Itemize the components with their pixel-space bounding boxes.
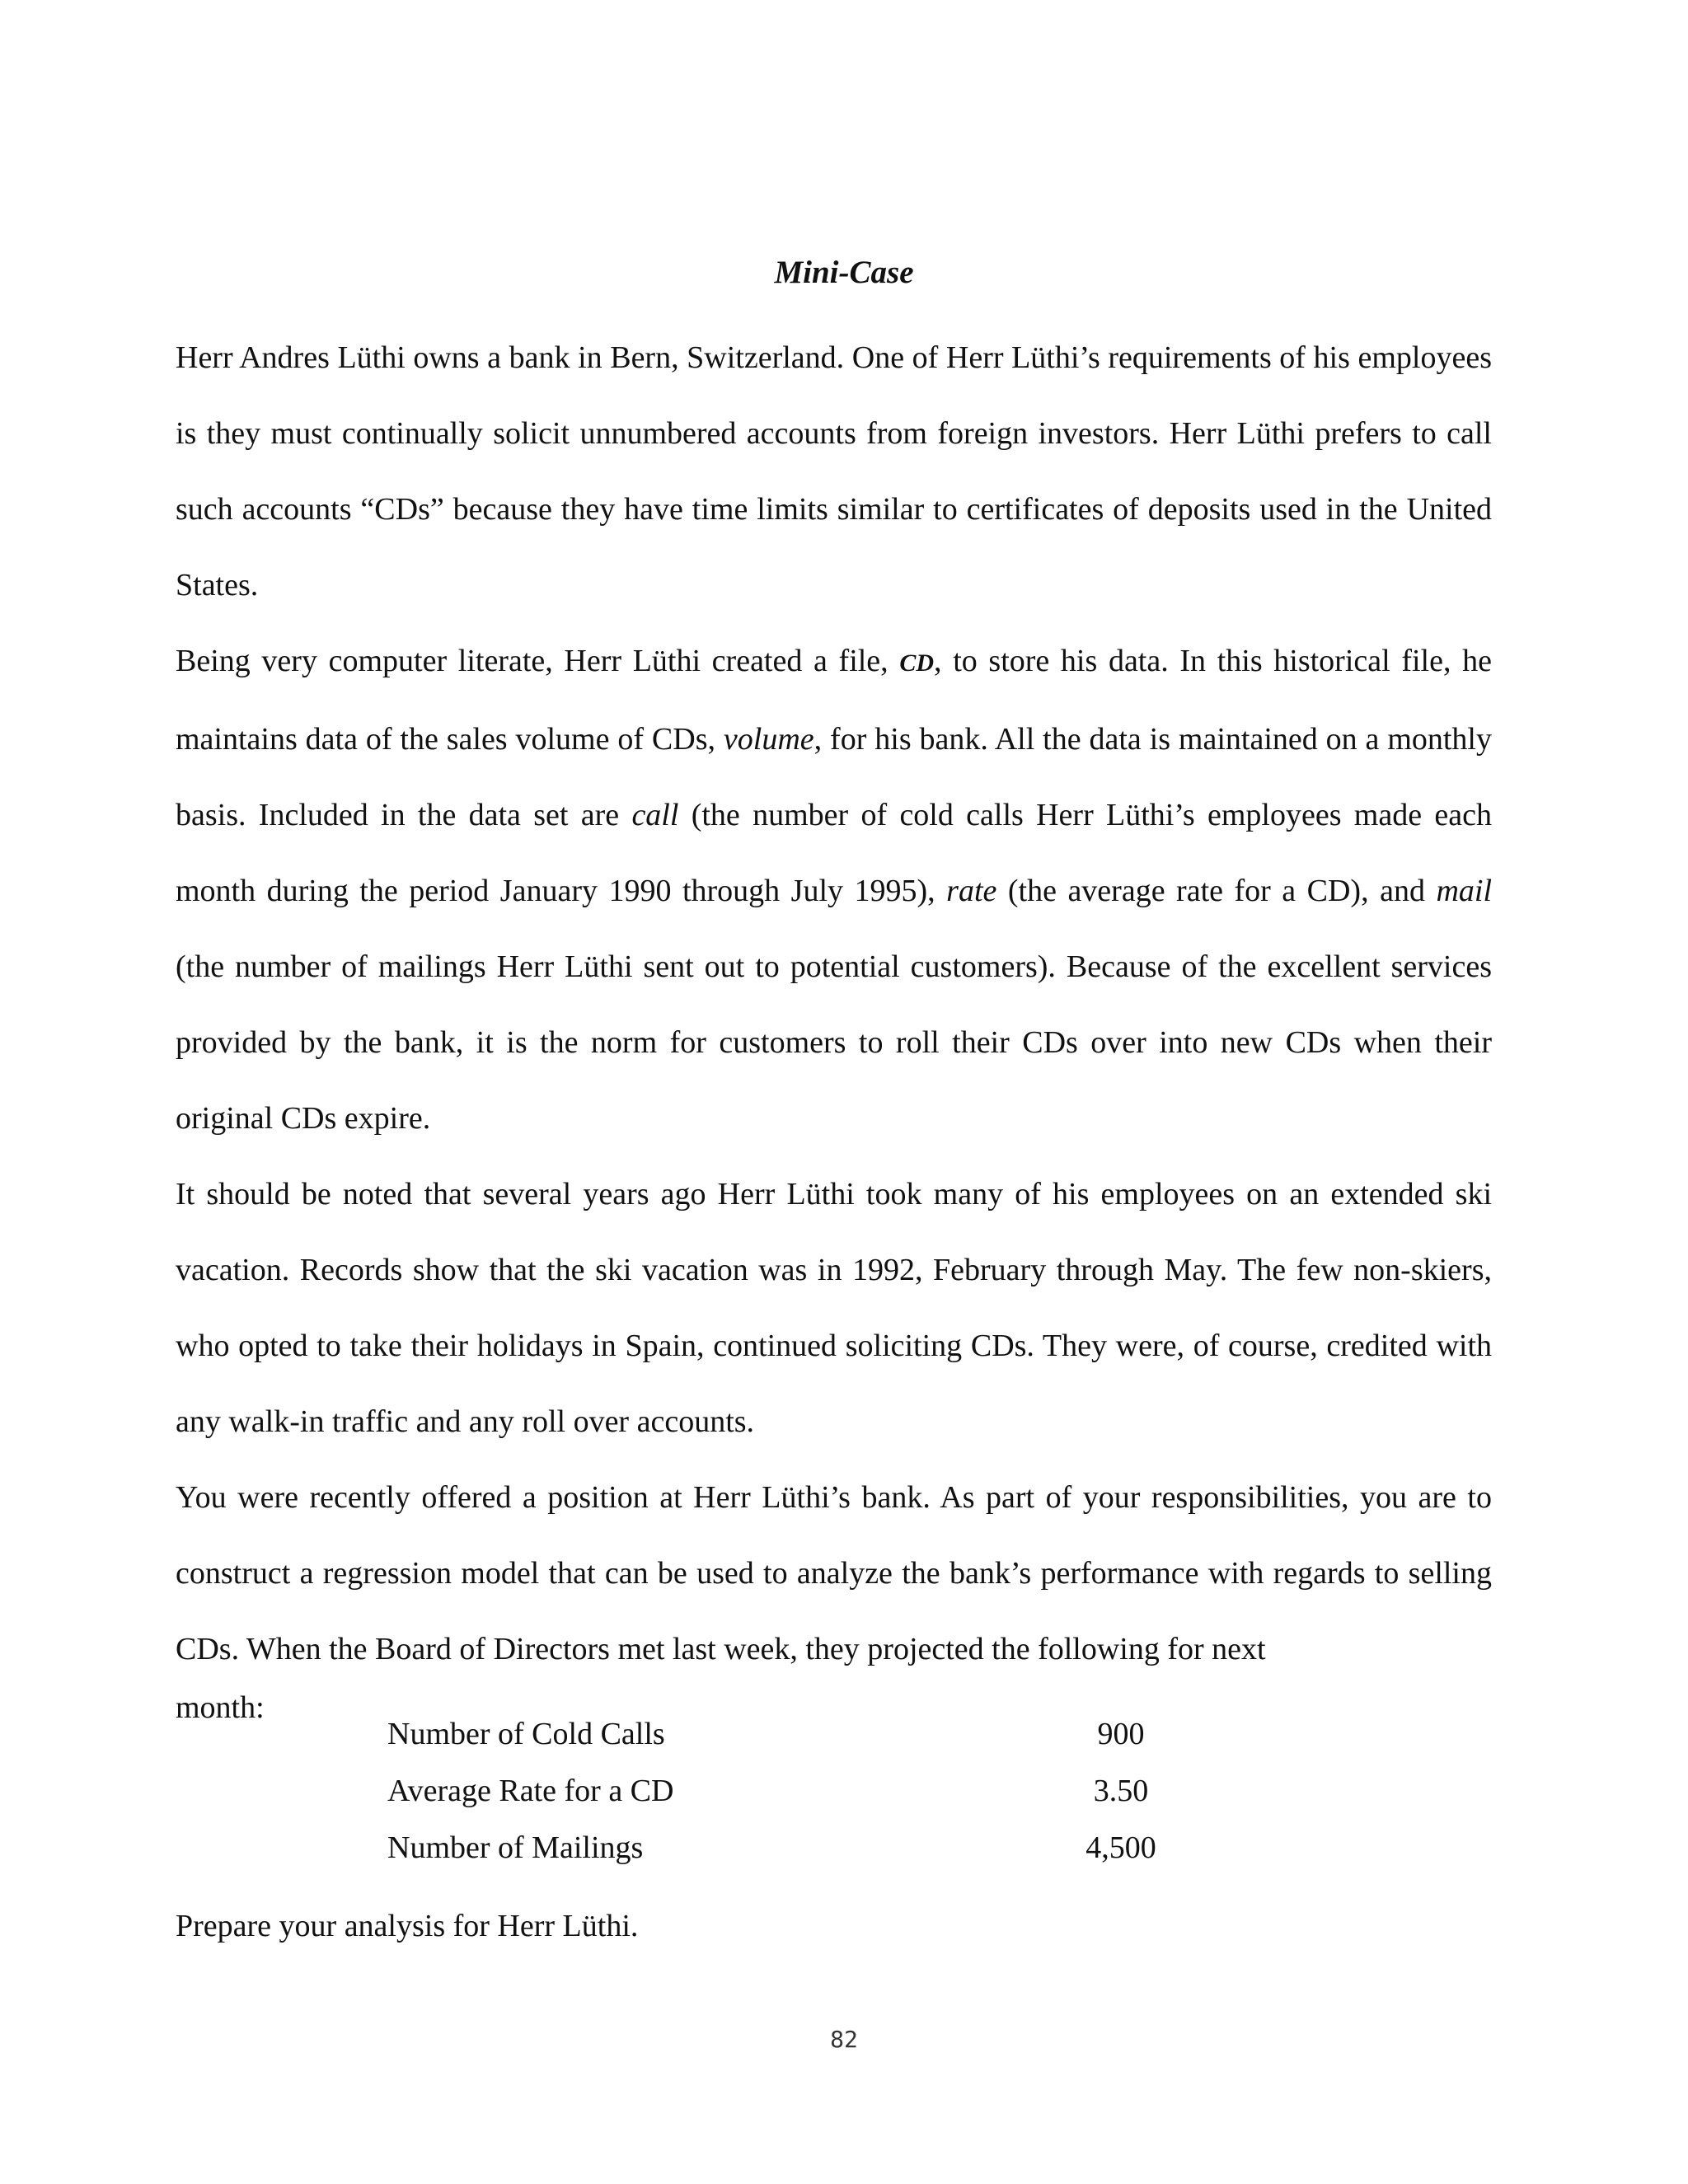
variable-volume: volume: [723, 722, 814, 757]
projection-value: 4,500: [1085, 1830, 1156, 1865]
page-number: 82: [830, 2026, 858, 2053]
paragraph-data-file: [176, 623, 1492, 1156]
paragraph-ski-vacation: It should be noted that several years ago Herr Lüthi took many of his employees on an extended ski vacation. Records show that the ski vacation was in 1992, February through May. The few non-skiers, who opted to take their holidays in Spain, continued soliciting CDs. They were, of course, credited with any walk-in traffic and any roll over accounts.: [176, 1177, 1492, 1439]
paragraph-text: (the number of mailings Herr Lüthi sent out to potential customers). Because of the excellent services provided by the bank, it is the norm for customers to roll their CDs over into new CDs when their original CDs expire.: [176, 949, 1492, 1136]
document-body: [176, 320, 1492, 1687]
paragraph-text: (the number of cold calls Herr Lüthi’s employees made each month during the period January 1990 through July 1995),: [176, 798, 1492, 908]
closing-line: Prepare your analysis for Herr Lüthi.: [176, 1909, 639, 1943]
projection-label: Number of Mailings: [387, 1830, 644, 1865]
variable-mail: mail: [1436, 874, 1493, 908]
paragraph-assignment: You were recently offered a position at Herr Lüthi’s bank. As part of your responsibilities, you are to construct a regression model that can be used to analyze the bank’s performance with regards to selling CDs. When the Board of Directors met last week, they projected the following for next: [176, 1480, 1492, 1666]
projection-label: Average Rate for a CD: [387, 1774, 674, 1808]
document-title: Mini-Case: [774, 255, 914, 290]
paragraph-text: Being very computer literate, Herr Lüthi created a file,: [176, 644, 900, 678]
projection-label: Number of Cold Calls: [387, 1717, 665, 1751]
projection-row: [387, 1820, 1212, 1877]
paragraph-text: (the average rate for a CD), and: [996, 874, 1437, 908]
projection-value: 3.50: [1093, 1774, 1149, 1808]
paragraph-text: , to store his data. In this historical file, he maintains data of the sales volume of CDs,: [176, 644, 1492, 757]
projections-table: [387, 1706, 1212, 1877]
projection-value: 900: [1097, 1717, 1145, 1751]
variable-rate: rate: [946, 874, 997, 908]
file-name: CD: [899, 649, 935, 677]
paragraph-text: , for his bank. All the data is maintained on a monthly basis. Included in the data set are: [176, 722, 1492, 832]
projection-row: [387, 1706, 1212, 1763]
month-label: month:: [176, 1690, 265, 1725]
projection-row: [387, 1763, 1212, 1820]
variable-call: call: [631, 798, 679, 832]
paragraph-intro: Herr Andres Lüthi owns a bank in Bern, Switzerland. One of Herr Lüthi’s requirements of his employees is they must continually solicit unnumbered accounts from foreign investors. Herr Lüthi prefers to call such accounts “CDs” because they have time limits similar to certificates of deposits used in the United States.: [176, 340, 1492, 602]
